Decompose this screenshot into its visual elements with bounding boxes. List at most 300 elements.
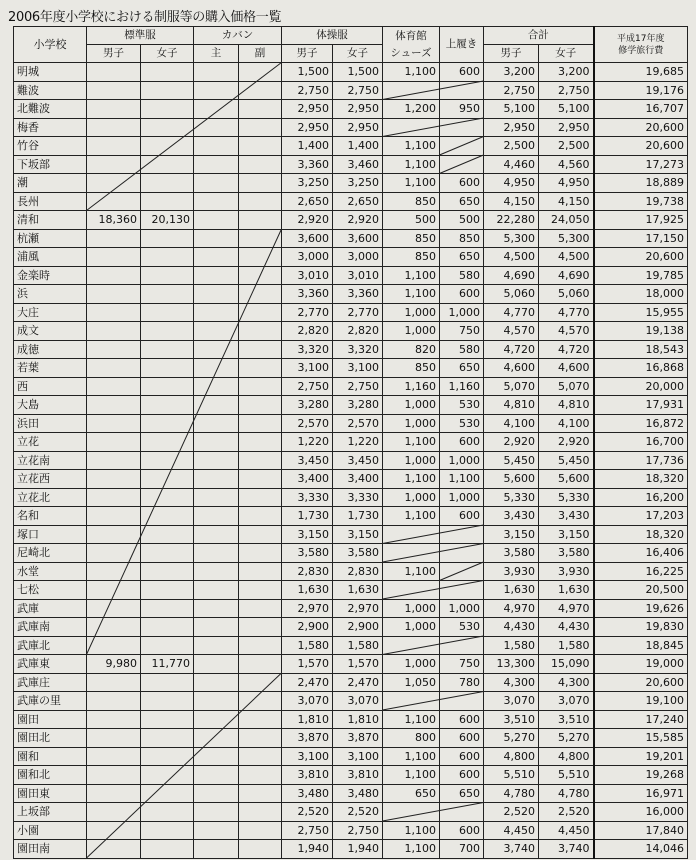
cell-total-boys: 5,330 — [484, 488, 539, 507]
cell-indoor: 580 — [440, 266, 484, 285]
cell-school: 立花南 — [14, 451, 87, 470]
cell-bag-sub — [239, 322, 282, 341]
cell-total-boys: 4,950 — [484, 174, 539, 193]
cell-school: 清和 — [14, 211, 87, 230]
cell-trip: 18,543 — [594, 340, 688, 359]
table-row — [14, 673, 688, 692]
table-row — [14, 636, 688, 655]
cell-gym-boys: 2,950 — [282, 118, 333, 137]
header-total-boys: 男子 — [484, 45, 539, 63]
cell-uniform-boys: 9,980 — [87, 655, 141, 674]
cell-bag-sub — [239, 710, 282, 729]
table-row — [14, 377, 688, 396]
cell-shoes: 1,000 — [383, 322, 440, 341]
header-trip — [594, 27, 688, 63]
cell-school: 長州 — [14, 192, 87, 211]
table-row — [14, 747, 688, 766]
table-row — [14, 544, 688, 563]
cell-uniform-girls — [141, 248, 194, 267]
cell-uniform-boys — [87, 359, 141, 378]
cell-uniform-girls — [141, 710, 194, 729]
table-row — [14, 174, 688, 193]
cell-gym-girls: 1,730 — [333, 507, 383, 526]
cell-shoes: 1,100 — [383, 821, 440, 840]
cell-bag-main — [194, 100, 239, 119]
cell-gym-girls: 2,920 — [333, 211, 383, 230]
cell-uniform-girls — [141, 63, 194, 82]
cell-bag-main — [194, 137, 239, 156]
cell-indoor — [440, 525, 484, 544]
table-row — [14, 414, 688, 433]
cell-total-boys: 4,100 — [484, 414, 539, 433]
cell-bag-main — [194, 562, 239, 581]
cell-indoor: 1,000 — [440, 488, 484, 507]
table-row — [14, 729, 688, 748]
cell-school: 明城 — [14, 63, 87, 82]
cell-shoes: 1,100 — [383, 840, 440, 859]
cell-school: 尼崎北 — [14, 544, 87, 563]
cell-total-boys: 4,430 — [484, 618, 539, 637]
cell-total-girls: 3,930 — [539, 562, 594, 581]
cell-uniform-boys — [87, 525, 141, 544]
header-school: 小学校 — [14, 27, 87, 63]
cell-indoor: 1,100 — [440, 470, 484, 489]
cell-gym-boys: 3,070 — [282, 692, 333, 711]
cell-gym-girls: 3,000 — [333, 248, 383, 267]
cell-bag-sub — [239, 63, 282, 82]
cell-gym-boys: 2,520 — [282, 803, 333, 822]
cell-bag-sub — [239, 174, 282, 193]
cell-gym-girls: 3,250 — [333, 174, 383, 193]
header-total-girls: 女子 — [539, 45, 594, 63]
cell-bag-main — [194, 266, 239, 285]
cell-uniform-boys — [87, 618, 141, 637]
cell-trip: 16,225 — [594, 562, 688, 581]
cell-indoor: 600 — [440, 766, 484, 785]
cell-school: 園和 — [14, 747, 87, 766]
cell-uniform-girls — [141, 599, 194, 618]
cell-trip: 17,931 — [594, 396, 688, 415]
cell-gym-girls: 3,480 — [333, 784, 383, 803]
cell-total-girls: 2,520 — [539, 803, 594, 822]
cell-gym-boys: 2,750 — [282, 377, 333, 396]
cell-uniform-boys — [87, 303, 141, 322]
table-body — [14, 63, 688, 859]
cell-gym-girls: 1,220 — [333, 433, 383, 452]
cell-bag-sub — [239, 618, 282, 637]
cell-total-girls: 4,100 — [539, 414, 594, 433]
cell-bag-main — [194, 396, 239, 415]
cell-bag-main — [194, 322, 239, 341]
cell-uniform-girls — [141, 544, 194, 563]
cell-uniform-boys — [87, 470, 141, 489]
cell-total-boys: 4,780 — [484, 784, 539, 803]
cell-indoor: 600 — [440, 747, 484, 766]
cell-gym-boys: 1,570 — [282, 655, 333, 674]
cell-total-girls: 3,200 — [539, 63, 594, 82]
cell-total-boys: 5,510 — [484, 766, 539, 785]
cell-uniform-boys — [87, 451, 141, 470]
cell-total-boys: 13,300 — [484, 655, 539, 674]
cell-trip: 19,138 — [594, 322, 688, 341]
cell-school: 梅香 — [14, 118, 87, 137]
cell-uniform-girls — [141, 618, 194, 637]
cell-bag-main — [194, 729, 239, 748]
cell-shoes: 800 — [383, 729, 440, 748]
cell-bag-sub — [239, 507, 282, 526]
cell-total-boys: 4,150 — [484, 192, 539, 211]
cell-uniform-girls — [141, 525, 194, 544]
cell-total-girls: 5,060 — [539, 285, 594, 304]
cell-uniform-girls — [141, 766, 194, 785]
cell-gym-boys: 2,950 — [282, 100, 333, 119]
cell-bag-main — [194, 747, 239, 766]
cell-school: 園田 — [14, 710, 87, 729]
cell-gym-boys: 3,600 — [282, 229, 333, 248]
cell-school: 武庫東 — [14, 655, 87, 674]
cell-gym-girls: 2,650 — [333, 192, 383, 211]
header-trip-line1: 平成17年度 — [617, 33, 665, 44]
cell-trip: 18,000 — [594, 285, 688, 304]
cell-shoes — [383, 81, 440, 100]
cell-gym-girls: 1,580 — [333, 636, 383, 655]
cell-indoor: 750 — [440, 322, 484, 341]
cell-gym-boys: 1,220 — [282, 433, 333, 452]
cell-uniform-boys — [87, 285, 141, 304]
cell-uniform-girls — [141, 192, 194, 211]
cell-uniform-boys — [87, 155, 141, 174]
cell-gym-boys: 3,810 — [282, 766, 333, 785]
cell-total-boys: 4,810 — [484, 396, 539, 415]
cell-bag-sub — [239, 396, 282, 415]
cell-gym-boys: 3,360 — [282, 285, 333, 304]
cell-total-boys: 5,100 — [484, 100, 539, 119]
table-row — [14, 118, 688, 137]
table-row — [14, 618, 688, 637]
table-row — [14, 784, 688, 803]
cell-school: 武庫 — [14, 599, 87, 618]
cell-bag-main — [194, 192, 239, 211]
cell-shoes: 650 — [383, 784, 440, 803]
table-row — [14, 211, 688, 230]
cell-uniform-girls — [141, 118, 194, 137]
cell-school: 大庄 — [14, 303, 87, 322]
cell-gym-boys: 3,450 — [282, 451, 333, 470]
cell-uniform-girls — [141, 322, 194, 341]
cell-shoes — [383, 803, 440, 822]
cell-gym-girls: 3,600 — [333, 229, 383, 248]
cell-trip: 16,872 — [594, 414, 688, 433]
cell-uniform-girls — [141, 470, 194, 489]
cell-total-boys: 3,150 — [484, 525, 539, 544]
cell-gym-girls: 3,070 — [333, 692, 383, 711]
cell-indoor — [440, 803, 484, 822]
cell-total-girls: 4,300 — [539, 673, 594, 692]
cell-bag-main — [194, 673, 239, 692]
header-gym: 体操服 — [282, 27, 383, 45]
cell-gym-boys: 2,770 — [282, 303, 333, 322]
cell-uniform-boys — [87, 840, 141, 859]
cell-uniform-girls — [141, 451, 194, 470]
header-bag-sub: 副 — [239, 45, 282, 63]
cell-school: 園田北 — [14, 729, 87, 748]
cell-school: 水堂 — [14, 562, 87, 581]
cell-total-girls: 3,430 — [539, 507, 594, 526]
cell-gym-girls: 3,360 — [333, 285, 383, 304]
cell-school: 金楽時 — [14, 266, 87, 285]
cell-indoor: 1,000 — [440, 599, 484, 618]
cell-trip: 20,600 — [594, 673, 688, 692]
cell-uniform-boys — [87, 118, 141, 137]
cell-shoes: 1,000 — [383, 488, 440, 507]
cell-shoes — [383, 692, 440, 711]
table-row — [14, 322, 688, 341]
cell-shoes: 1,000 — [383, 396, 440, 415]
cell-uniform-girls — [141, 581, 194, 600]
cell-school: 竹谷 — [14, 137, 87, 156]
cell-school: 七松 — [14, 581, 87, 600]
cell-bag-sub — [239, 488, 282, 507]
cell-gym-boys: 1,730 — [282, 507, 333, 526]
cell-gym-boys: 2,470 — [282, 673, 333, 692]
cell-indoor — [440, 544, 484, 563]
cell-total-boys: 3,430 — [484, 507, 539, 526]
price-table — [13, 26, 688, 859]
cell-total-boys: 4,600 — [484, 359, 539, 378]
cell-trip: 17,150 — [594, 229, 688, 248]
cell-bag-sub — [239, 285, 282, 304]
cell-shoes: 1,100 — [383, 155, 440, 174]
cell-bag-main — [194, 229, 239, 248]
cell-trip: 19,685 — [594, 63, 688, 82]
cell-trip: 20,600 — [594, 118, 688, 137]
table-row — [14, 81, 688, 100]
cell-gym-girls: 1,630 — [333, 581, 383, 600]
cell-total-boys: 4,970 — [484, 599, 539, 618]
cell-school: 園田南 — [14, 840, 87, 859]
cell-total-girls: 5,270 — [539, 729, 594, 748]
cell-total-boys: 3,740 — [484, 840, 539, 859]
cell-school: 浜田 — [14, 414, 87, 433]
cell-indoor: 650 — [440, 248, 484, 267]
cell-bag-sub — [239, 303, 282, 322]
cell-total-girls: 5,070 — [539, 377, 594, 396]
cell-total-boys: 4,800 — [484, 747, 539, 766]
cell-total-girls: 5,330 — [539, 488, 594, 507]
cell-bag-main — [194, 451, 239, 470]
cell-uniform-boys — [87, 636, 141, 655]
cell-school: 西 — [14, 377, 87, 396]
cell-uniform-boys — [87, 229, 141, 248]
cell-school: 立花西 — [14, 470, 87, 489]
cell-uniform-boys — [87, 100, 141, 119]
cell-uniform-girls — [141, 562, 194, 581]
cell-gym-boys: 3,870 — [282, 729, 333, 748]
cell-uniform-boys — [87, 340, 141, 359]
cell-uniform-boys — [87, 803, 141, 822]
header-indoor: 上履き — [440, 27, 484, 63]
cell-bag-sub — [239, 562, 282, 581]
cell-trip: 16,700 — [594, 433, 688, 452]
cell-gym-girls: 1,400 — [333, 137, 383, 156]
cell-school: 下坂部 — [14, 155, 87, 174]
cell-bag-main — [194, 525, 239, 544]
cell-uniform-girls — [141, 285, 194, 304]
table-row — [14, 396, 688, 415]
cell-school: 成徳 — [14, 340, 87, 359]
table-row — [14, 433, 688, 452]
cell-school: 武庫庄 — [14, 673, 87, 692]
cell-indoor — [440, 137, 484, 156]
cell-total-girls: 4,430 — [539, 618, 594, 637]
cell-indoor: 500 — [440, 211, 484, 230]
cell-bag-main — [194, 803, 239, 822]
cell-gym-girls: 2,570 — [333, 414, 383, 433]
cell-school: 武庫北 — [14, 636, 87, 655]
header-uniform-girls: 女子 — [141, 45, 194, 63]
cell-uniform-boys — [87, 729, 141, 748]
cell-indoor: 600 — [440, 507, 484, 526]
cell-bag-sub — [239, 821, 282, 840]
cell-school: 浦風 — [14, 248, 87, 267]
cell-bag-sub — [239, 470, 282, 489]
cell-bag-sub — [239, 377, 282, 396]
cell-total-boys: 2,750 — [484, 81, 539, 100]
cell-bag-sub — [239, 155, 282, 174]
cell-shoes: 1,100 — [383, 562, 440, 581]
cell-gym-girls: 3,870 — [333, 729, 383, 748]
cell-shoes: 500 — [383, 211, 440, 230]
cell-trip: 19,201 — [594, 747, 688, 766]
cell-school: 園田東 — [14, 784, 87, 803]
cell-uniform-girls — [141, 229, 194, 248]
cell-shoes: 850 — [383, 229, 440, 248]
cell-indoor: 600 — [440, 710, 484, 729]
cell-shoes: 1,100 — [383, 266, 440, 285]
cell-indoor: 600 — [440, 63, 484, 82]
cell-school: 名和 — [14, 507, 87, 526]
cell-uniform-boys — [87, 433, 141, 452]
cell-shoes: 1,100 — [383, 747, 440, 766]
cell-uniform-girls — [141, 266, 194, 285]
cell-gym-boys: 3,000 — [282, 248, 333, 267]
cell-total-boys: 3,070 — [484, 692, 539, 711]
cell-uniform-boys — [87, 710, 141, 729]
table-row — [14, 581, 688, 600]
cell-indoor: 600 — [440, 821, 484, 840]
cell-trip: 16,200 — [594, 488, 688, 507]
cell-uniform-boys — [87, 137, 141, 156]
cell-total-boys: 3,930 — [484, 562, 539, 581]
cell-gym-boys: 1,630 — [282, 581, 333, 600]
cell-total-boys: 4,300 — [484, 673, 539, 692]
table-row — [14, 192, 688, 211]
cell-trip: 19,785 — [594, 266, 688, 285]
cell-total-girls: 5,450 — [539, 451, 594, 470]
cell-uniform-girls — [141, 377, 194, 396]
cell-bag-main — [194, 470, 239, 489]
table-row — [14, 710, 688, 729]
cell-indoor — [440, 562, 484, 581]
cell-shoes: 1,100 — [383, 433, 440, 452]
cell-school: 小園 — [14, 821, 87, 840]
cell-total-boys: 22,280 — [484, 211, 539, 230]
cell-uniform-boys: 18,360 — [87, 211, 141, 230]
cell-gym-girls: 2,950 — [333, 118, 383, 137]
cell-bag-sub — [239, 784, 282, 803]
cell-total-girls: 2,920 — [539, 433, 594, 452]
cell-bag-main — [194, 433, 239, 452]
table-row — [14, 137, 688, 156]
cell-uniform-girls: 11,770 — [141, 655, 194, 674]
cell-school: 北難波 — [14, 100, 87, 119]
cell-shoes: 1,100 — [383, 766, 440, 785]
header-uniform-boys: 男子 — [87, 45, 141, 63]
cell-trip: 16,971 — [594, 784, 688, 803]
cell-bag-main — [194, 285, 239, 304]
table-row — [14, 100, 688, 119]
table-row — [14, 285, 688, 304]
cell-indoor: 580 — [440, 340, 484, 359]
cell-indoor: 950 — [440, 100, 484, 119]
cell-trip: 19,268 — [594, 766, 688, 785]
cell-shoes: 1,160 — [383, 377, 440, 396]
cell-uniform-boys — [87, 174, 141, 193]
cell-gym-girls: 2,750 — [333, 821, 383, 840]
cell-gym-girls: 1,500 — [333, 63, 383, 82]
cell-shoes: 1,000 — [383, 618, 440, 637]
cell-gym-boys: 2,750 — [282, 81, 333, 100]
cell-gym-boys: 2,900 — [282, 618, 333, 637]
cell-indoor — [440, 692, 484, 711]
cell-trip: 16,000 — [594, 803, 688, 822]
cell-uniform-girls — [141, 303, 194, 322]
cell-uniform-boys — [87, 784, 141, 803]
cell-total-boys: 2,520 — [484, 803, 539, 822]
cell-trip: 19,100 — [594, 692, 688, 711]
cell-total-girls: 4,560 — [539, 155, 594, 174]
cell-school: 武庫の里 — [14, 692, 87, 711]
cell-bag-main — [194, 488, 239, 507]
table-row — [14, 451, 688, 470]
cell-bag-main — [194, 784, 239, 803]
cell-bag-main — [194, 155, 239, 174]
cell-bag-main — [194, 303, 239, 322]
cell-shoes — [383, 544, 440, 563]
cell-gym-boys: 2,750 — [282, 821, 333, 840]
cell-shoes: 1,100 — [383, 507, 440, 526]
cell-bag-main — [194, 81, 239, 100]
cell-shoes: 1,000 — [383, 655, 440, 674]
cell-gym-boys: 3,330 — [282, 488, 333, 507]
cell-bag-sub — [239, 636, 282, 655]
cell-uniform-boys — [87, 488, 141, 507]
cell-bag-sub — [239, 692, 282, 711]
table-row — [14, 155, 688, 174]
cell-total-boys: 5,070 — [484, 377, 539, 396]
cell-gym-boys: 2,570 — [282, 414, 333, 433]
cell-trip: 17,736 — [594, 451, 688, 470]
cell-bag-sub — [239, 248, 282, 267]
table-row — [14, 692, 688, 711]
table-row — [14, 359, 688, 378]
cell-indoor: 530 — [440, 414, 484, 433]
cell-indoor: 600 — [440, 729, 484, 748]
cell-total-boys: 3,510 — [484, 710, 539, 729]
cell-total-boys: 5,060 — [484, 285, 539, 304]
cell-uniform-boys — [87, 673, 141, 692]
cell-uniform-girls — [141, 433, 194, 452]
